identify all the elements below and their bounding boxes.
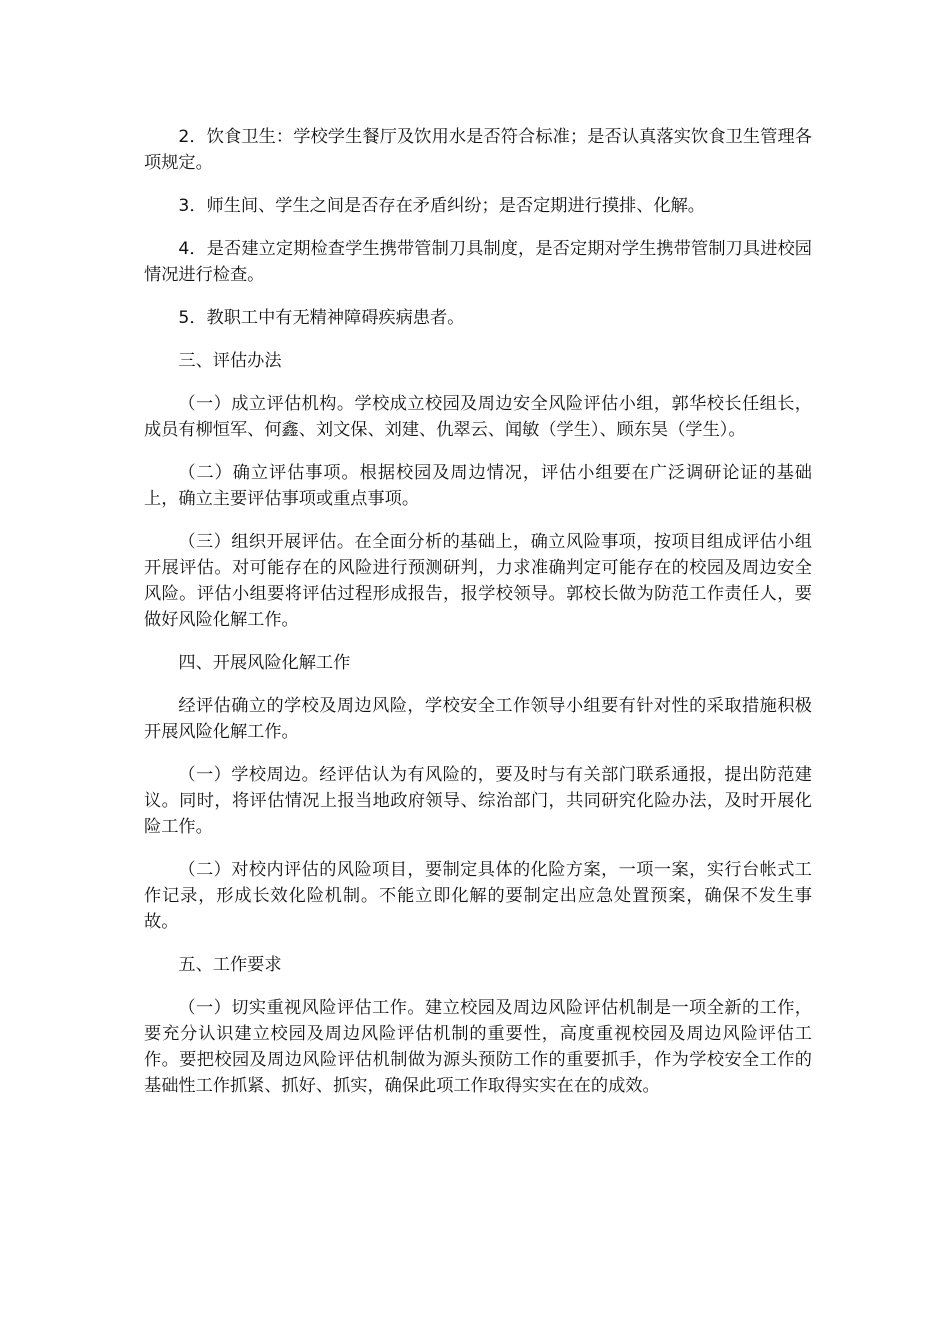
item-mental-health: 5．教职工中有无精神障碍疾病患者。 bbox=[178, 308, 465, 328]
item-conflicts: 3．师生间、学生之间是否存在矛盾纠纷；是否定期进行摸排、化解。 bbox=[178, 196, 705, 216]
paragraph-establish-team: （一）成立评估机构。学校成立校园及周边安全风险评估小组，郭华校长任组长，成员有柳恒军、何鑫、刘文保、刘建、仇翠云、闻敏（学生）、顾东昊（学生）。 bbox=[144, 394, 812, 440]
paragraph-internal-risks: （二）对校内评估的风险项目，要制定具体的化险方案，一项一案，实行台帐式工作记录，形成长效化险机制。不能立即化解的要制定出应急处置预案，确保不发生事故。 bbox=[144, 860, 812, 932]
paragraph-conduct-assessment: （三）组织开展评估。在全面分析的基础上，确立风险事项，按项目组成评估小组开展评估。对可能存在的风险进行预测研判，力求准确判定可能存在的校园及周边安全风险。评估小组要将评估过程形成报告，报学校领导。郭校长做为防范工作责任人，要做好风险化解工作。 bbox=[144, 532, 812, 630]
section-heading-risk-mitigation: 四、开展风险化解工作 bbox=[178, 653, 351, 673]
document-page bbox=[144, 124, 812, 1116]
item-knife-check: 4．是否建立定期检查学生携带管制刀具制度，是否定期对学生携带管制刀具进校园情况进行检查。 bbox=[144, 239, 812, 285]
section-heading-requirements: 五、工作要求 bbox=[178, 955, 282, 975]
paragraph-value-assessment: （一）切实重视风险评估工作。建立校园及周边风险评估机制是一项全新的工作，要充分认识建立校园及周边风险评估机制的重要性，高度重视校园及周边风险评估工作。要把校园及周边风险评估机制做为源头预防工作的重要抓手，作为学校安全工作的基础性工作抓紧、抓好、抓实，确保此项工作取得实实在在的成效。 bbox=[144, 998, 812, 1096]
paragraph-determine-items: （二）确立评估事项。根据校园及周边情况，评估小组要在广泛调研论证的基础上，确立主要评估事项或重点事项。 bbox=[144, 463, 812, 509]
paragraph-mitigation-intro: 经评估确立的学校及周边风险，学校安全工作领导小组要有针对性的采取措施积极开展风险化解工作。 bbox=[144, 696, 812, 742]
paragraph-school-surroundings: （一）学校周边。经评估认为有风险的，要及时与有关部门联系通报，提出防范建议。同时，将评估情况上报当地政府领导、综治部门，共同研究化险办法，及时开展化险工作。 bbox=[144, 765, 812, 837]
item-food-hygiene: 2．饮食卫生：学校学生餐厅及饮用水是否符合标准；是否认真落实饮食卫生管理各项规定。 bbox=[144, 127, 812, 173]
section-heading-assessment-method: 三、评估办法 bbox=[178, 351, 282, 371]
